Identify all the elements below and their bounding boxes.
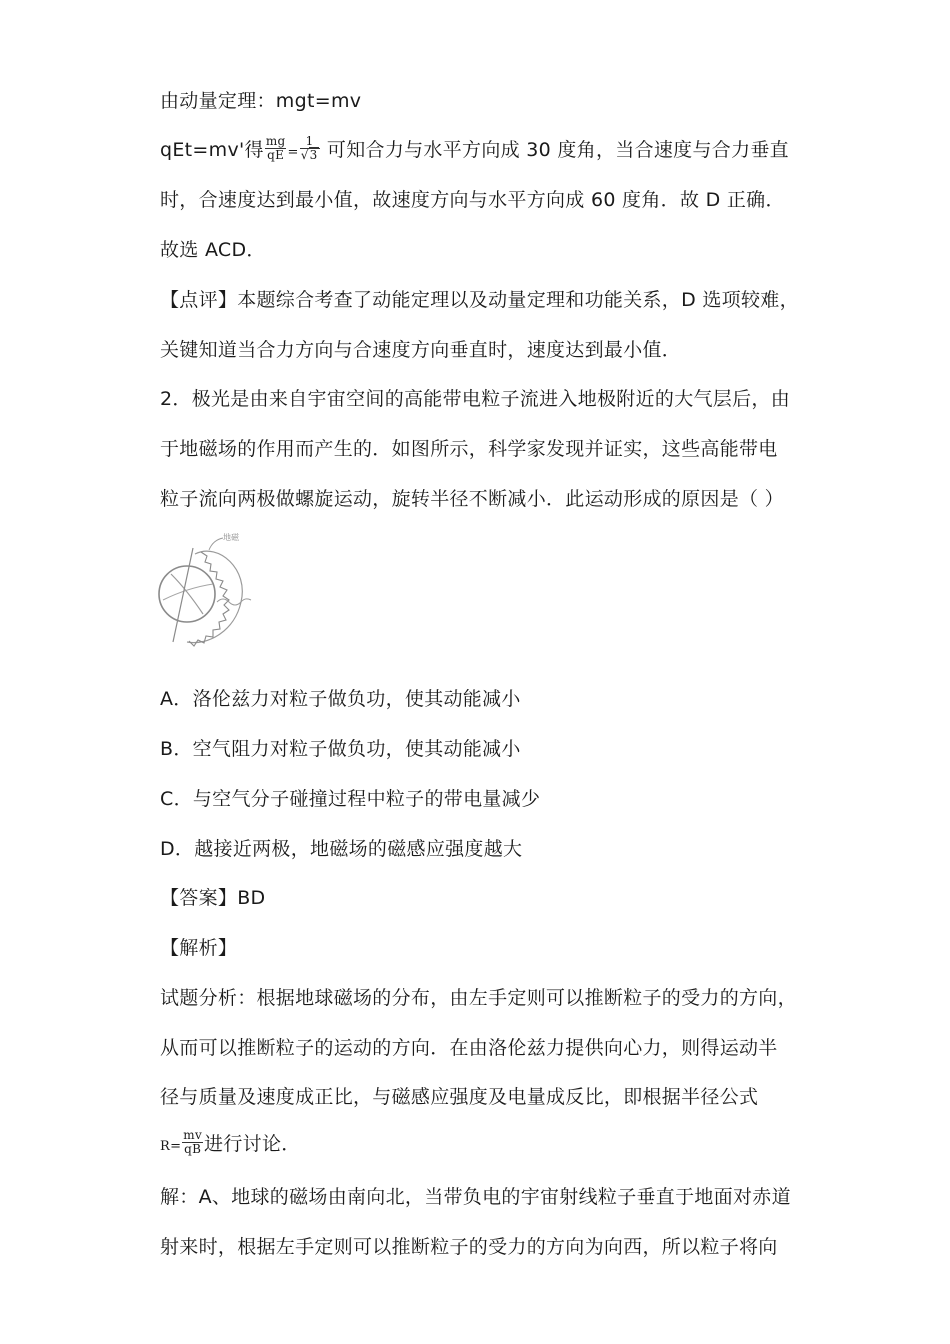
- aurora-spiral-figure: [157, 530, 275, 662]
- line-comment: 【点评】本题综合考查了动能定理以及动量定理和功能关系，D 选项较难，: [160, 289, 799, 311]
- question-2-line-1: 2．极光是由来自宇宙空间的高能带电粒子流进入地极附近的大气层后，由: [160, 388, 790, 410]
- equation-prefix: qEt=mv'得: [160, 139, 264, 161]
- earth-magnetic-spiral-diagram: [157, 530, 275, 662]
- option-c: C．与空气分子碰撞过程中粒子的带电量减少: [160, 788, 541, 810]
- analysis-line-3: 径与质量及速度成正比，与磁感应强度及电量成反比，即根据半径公式: [160, 1086, 759, 1108]
- line-qet-equation: [160, 134, 789, 166]
- analysis-line-5: 解：A、地球的磁场由南向北，当带负电的宇宙射线粒子垂直于地面对赤道: [160, 1186, 791, 1208]
- option-a: A．洛伦兹力对粒子做负功，使其动能减小: [160, 688, 521, 710]
- radius-formula-suffix: 进行讨论．: [204, 1133, 301, 1155]
- analysis-line-2: 从而可以推断粒子的运动的方向．在由洛伦兹力提供向心力，则得运动半: [160, 1037, 778, 1059]
- line-momentum-theorem: 由动量定理：mgt=mv: [160, 90, 362, 112]
- analysis-title: 【解析】: [160, 937, 238, 959]
- option-b: B．空气阻力对粒子做负功，使其动能减小: [160, 738, 521, 760]
- radical-sign: √: [300, 148, 309, 162]
- equals-sign: =: [287, 145, 299, 160]
- line-choose-acd: 故选 ACD．: [160, 239, 266, 261]
- analysis-line-4: [160, 1128, 301, 1160]
- fraction-numerator: mv: [183, 1128, 203, 1142]
- analysis-line-6: 射来时，根据左手定则可以推断粒子的受力的方向为向西，所以粒子将向: [160, 1236, 778, 1258]
- sqrt-symbol: [301, 149, 319, 162]
- option-d: D．越接近两极，地磁场的磁感应强度越大: [160, 838, 523, 860]
- question-2-line-3: 粒子流向两极做螺旋运动，旋转半径不断减小．此运动形成的原因是（ ）: [160, 488, 784, 510]
- answer-label: 【答案】BD: [160, 887, 266, 909]
- analysis-line-1: 试题分析：根据地球磁场的分布，由左手定则可以推断粒子的受力的方向，: [160, 987, 797, 1009]
- radicand: 3: [309, 148, 318, 162]
- fraction-denominator: qE: [267, 148, 285, 162]
- figure-label-text: 地磁: [223, 533, 239, 542]
- fraction-numerator: mg: [265, 134, 286, 148]
- fraction-denominator: [300, 149, 320, 162]
- equation-suffix: 可知合力与水平方向成 30 度角，当合速度与合力垂直: [320, 139, 789, 161]
- fraction-mv-over-qb: [182, 1129, 203, 1156]
- fraction-mg-over-qe: [265, 135, 287, 162]
- fraction-one-over-sqrt3: [300, 135, 320, 162]
- line-min-velocity: 时，合速度达到最小值，故速度方向与水平方向成 60 度角．故 D 正确．: [160, 189, 785, 211]
- fraction-numerator: 1: [300, 135, 320, 149]
- question-2-line-2: 于地磁场的作用而产生的．如图所示，科学家发现并证实，这些高能带电: [160, 438, 778, 460]
- line-comment-key: 关键知道当合力方向与合速度方向垂直时，速度达到最小值．: [160, 339, 682, 361]
- fraction-denominator: qB: [184, 1142, 202, 1156]
- radius-formula-prefix: R=: [160, 1139, 182, 1154]
